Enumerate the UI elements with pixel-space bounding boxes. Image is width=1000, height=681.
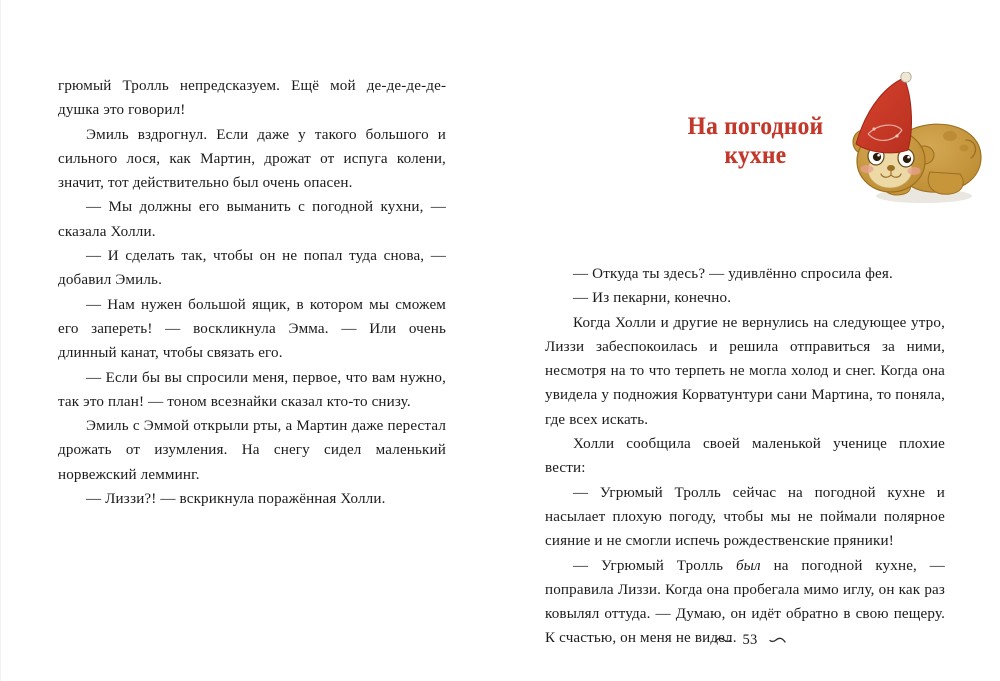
right-page-text-column [545, 262, 945, 651]
right-page [500, 0, 1000, 681]
lemming-in-red-pointed-hat-illustration [838, 72, 990, 210]
chapter-title [656, 112, 856, 170]
paragraph: Когда Холли и другие не вернулись на следующее утро, Лиззи забеспокоилась и решила отправиться за ними, несмотря на то что терпеть не могла холод и снег. Когда она увидела у подножия Корватунтури сани Мартина, то поняла, где всех искать. [545, 314, 945, 428]
chapter-title-line-1: На погодной [687, 113, 824, 140]
hat-pompom [901, 72, 911, 82]
paragraph: — И сделать так, чтобы он не попал туда снова, — добавил Эмиль. [58, 248, 446, 289]
red-pointed-hat [856, 78, 911, 153]
paragraph: — Лиззи?! — вскрикнула поражённая Холли. [86, 491, 386, 508]
page-number: 53 [742, 631, 758, 648]
wave-ornament-right-icon [769, 636, 786, 645]
chapter-title-line-2: кухне [724, 142, 787, 169]
paragraph: — Мы должны его выманить с погодной кухни, — сказала Холли. [58, 199, 446, 240]
paragraph: Эмиль с Эммой открыли рты, а Мартин даже перестал дрожать от изумления. На снегу сидел маленький норвежский лемминг. [58, 418, 446, 483]
paragraph: грюмый Тролль непредсказуем. Ещё мой де-де-де-дедушка это говорил! [58, 78, 446, 119]
paragraph: — Из пекарни, конечно. [573, 290, 732, 307]
left-page-text-column [58, 74, 446, 511]
paragraph: Холли сообщила своей маленькой ученице плохие вести: [545, 436, 945, 477]
paragraph: — Если бы вы спросили меня, первое, что вам нужно, так это план! — тоном всезнайки сказал кто-то снизу. [58, 369, 446, 410]
right-cheek [908, 167, 921, 175]
paragraph: Эмиль вздрогнул. Если даже у такого большого и сильного лося, как Мартин, дрожат от испуга колени, значит, тот действительно был очень опасен. [58, 126, 446, 192]
wave-ornament-left-icon [714, 636, 731, 645]
hind-leg [928, 172, 963, 194]
nose [887, 165, 895, 171]
left-cheek [861, 165, 874, 173]
page-folio [500, 628, 1000, 652]
paragraph: — Откуда ты здесь? — удивлённо спросила фея. [573, 266, 893, 282]
paragraph: — Угрюмый Тролль был на погодной кухне, — поправила Лиззи. Когда она пробегала мимо иглу, он как раз ковылял оттуда. — Думаю, он идёт обратно в свою пещеру. К счастью, он меня не видел. [545, 557, 945, 647]
paragraph: — Угрюмый Тролль сейчас на погодной кухне и насылает плохую погоду, чтобы мы не поймали полярное сияние и не смогли испечь рождественские пряники! [545, 484, 945, 550]
paragraph: — Нам нужен большой ящик, в котором мы сможем его запереть! — воскликнула Эмма. — Или очень длинный канат, чтобы связать его. [58, 296, 446, 362]
